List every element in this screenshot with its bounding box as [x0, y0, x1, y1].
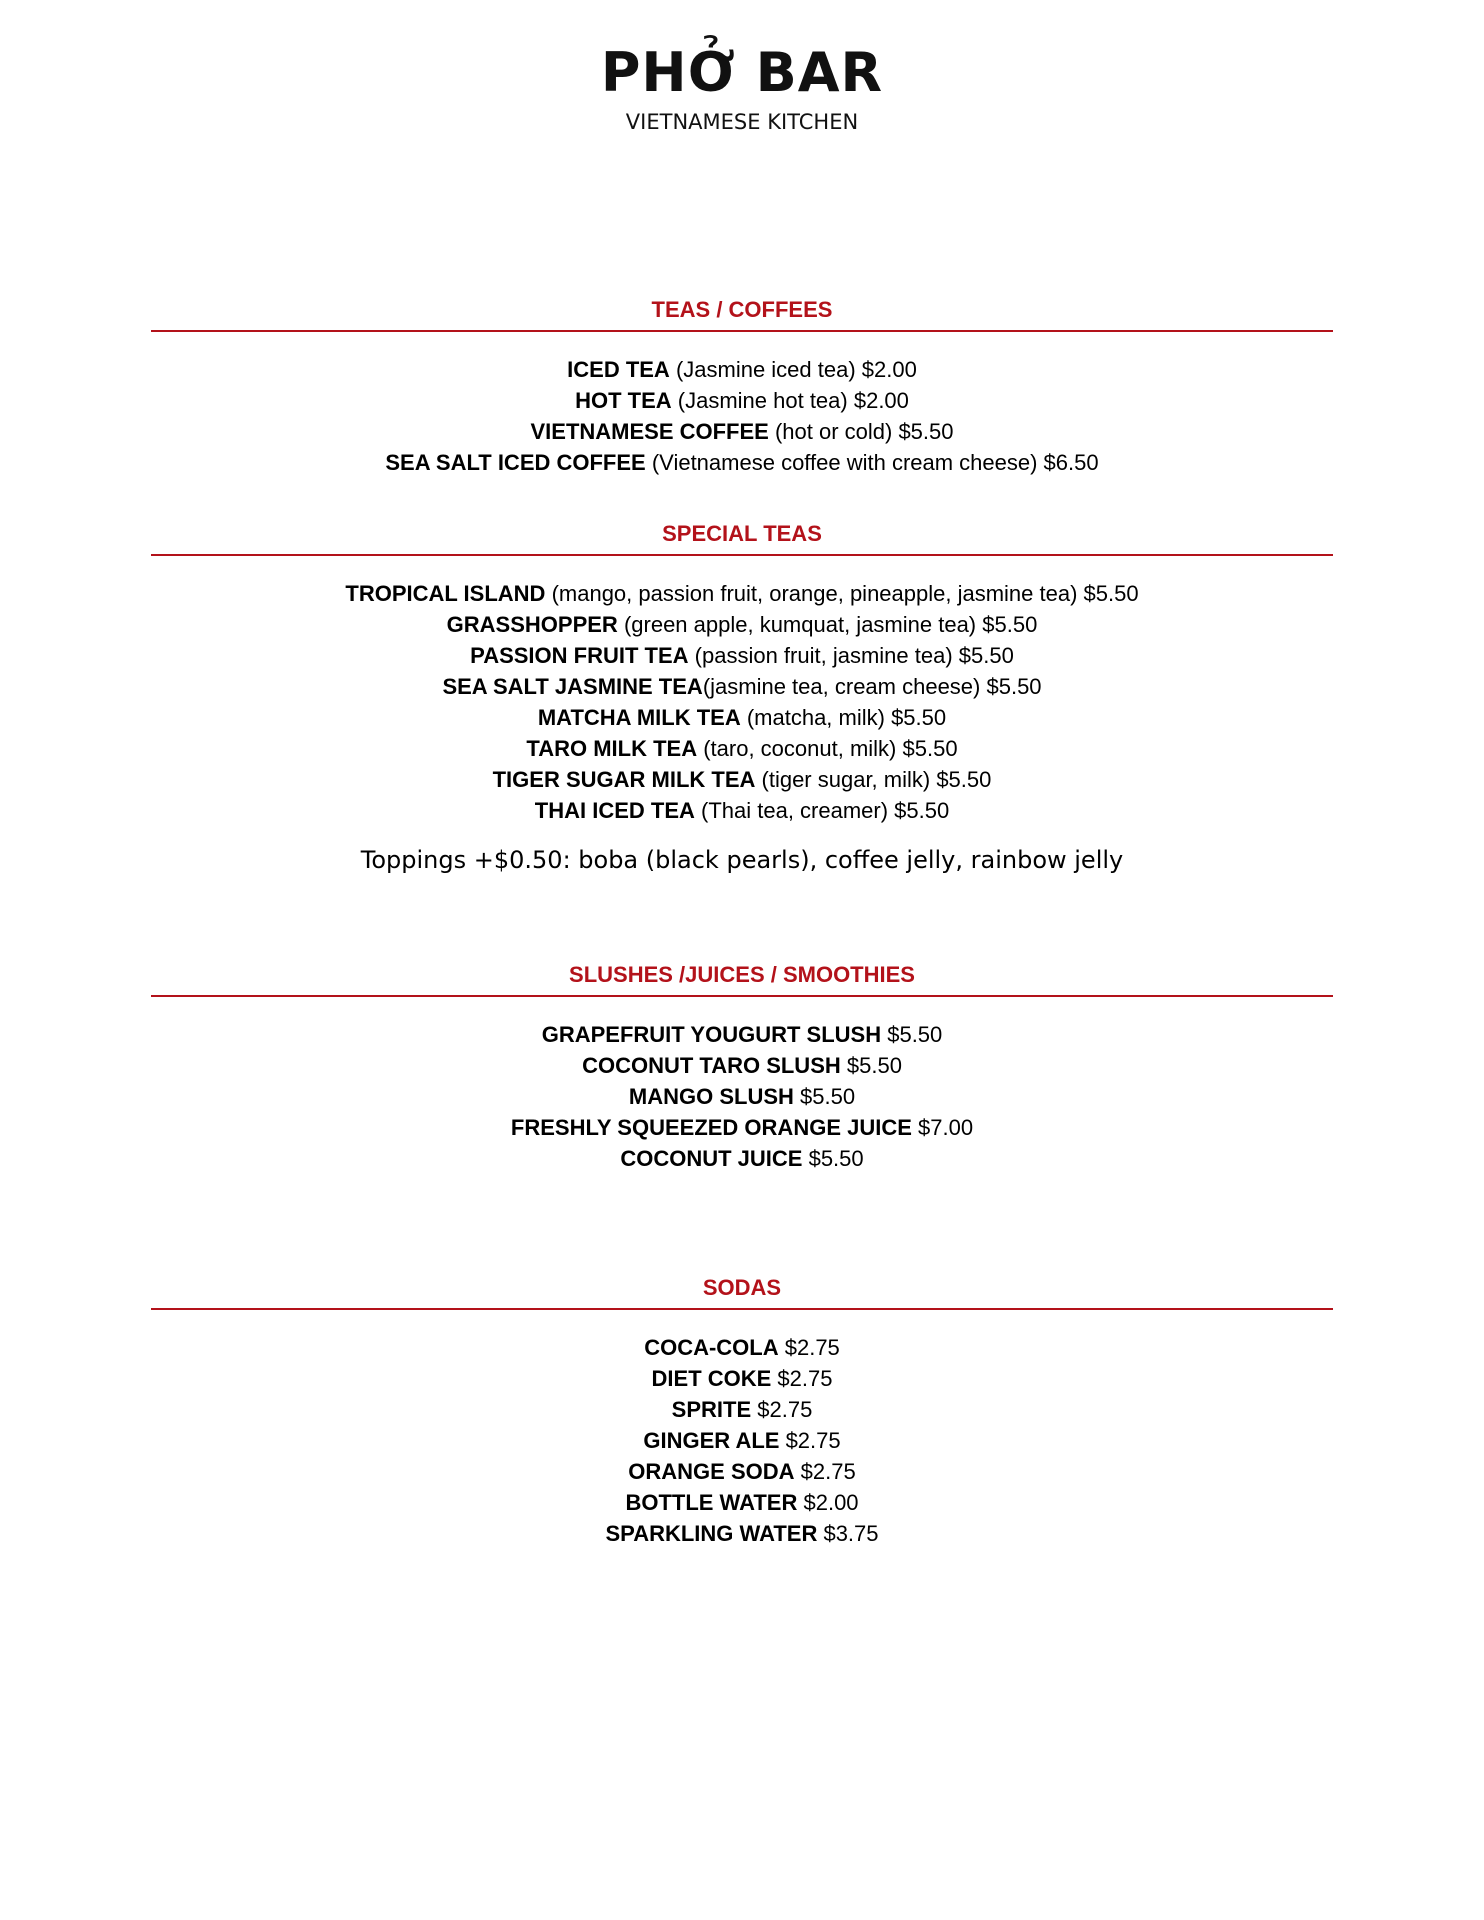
menu-item — [151, 609, 1333, 640]
item-name: GRASSHOPPER — [446, 612, 618, 637]
item-detail: (Jasmine iced tea) $2.00 — [669, 357, 917, 382]
menu-item — [151, 1112, 1333, 1143]
item-detail: $2.75 — [751, 1397, 813, 1422]
item-detail: (jasmine tea, cream cheese) $5.50 — [702, 674, 1042, 699]
item-detail: $5.50 — [840, 1053, 902, 1078]
item-name: COCONUT TARO SLUSH — [582, 1053, 841, 1078]
section-title: SLUSHES /JUICES / SMOOTHIES — [569, 962, 915, 987]
item-name: SPARKLING WATER — [605, 1521, 818, 1546]
item-name: SEA SALT ICED COFFEE — [385, 450, 646, 475]
item-name: VIETNAMESE COFFEE — [530, 419, 769, 444]
menu-item — [151, 354, 1333, 385]
menu-header — [0, 40, 1484, 136]
menu-item — [151, 1081, 1333, 1112]
item-list — [151, 354, 1333, 478]
section-divider — [151, 995, 1333, 997]
item-name: FRESHLY SQUEEZED ORANGE JUICE — [510, 1115, 912, 1140]
item-name: BOTTLE WATER — [625, 1490, 798, 1515]
item-detail: $2.75 — [794, 1459, 856, 1484]
menu-item — [151, 578, 1333, 609]
section-divider — [151, 554, 1333, 556]
item-detail: (passion fruit, jasmine tea) $5.50 — [688, 643, 1014, 668]
item-name: SEA SALT JASMINE TEA — [442, 674, 703, 699]
item-list — [151, 1019, 1333, 1174]
item-detail: $2.75 — [778, 1335, 840, 1360]
menu-item — [151, 702, 1333, 733]
item-detail: $5.50 — [802, 1146, 864, 1171]
item-name: SPRITE — [671, 1397, 752, 1422]
section-title: TEAS / COFFEES — [651, 297, 833, 322]
item-name: TIGER SUGAR MILK TEA — [492, 767, 756, 792]
section-divider — [151, 1308, 1333, 1310]
item-name: COCONUT JUICE — [620, 1146, 803, 1171]
menu-item — [151, 1363, 1333, 1394]
item-name: MANGO SLUSH — [628, 1084, 794, 1109]
menu-item — [151, 1487, 1333, 1518]
item-name: TARO MILK TEA — [526, 736, 698, 761]
menu-item — [151, 1019, 1333, 1050]
item-name: MATCHA MILK TEA — [537, 705, 741, 730]
restaurant-logo: PHỞ BAR — [600, 41, 884, 104]
section-divider — [151, 330, 1333, 332]
item-detail: $2.75 — [771, 1366, 833, 1391]
item-detail: (matcha, milk) $5.50 — [740, 705, 947, 730]
section-sodas — [151, 1274, 1333, 1549]
item-detail: (taro, coconut, milk) $5.50 — [697, 736, 958, 761]
menu-item — [151, 416, 1333, 447]
item-detail: (mango, passion fruit, orange, pineapple, jasmine tea) $5.50 — [545, 581, 1139, 606]
item-list — [151, 578, 1333, 826]
item-name: COCA-COLA — [644, 1335, 779, 1360]
item-name: PASSION FRUIT TEA — [470, 643, 689, 668]
item-detail: (Vietnamese coffee with cream cheese) $6.50 — [645, 450, 1099, 475]
item-detail: $7.00 — [911, 1115, 974, 1140]
menu-item — [151, 1143, 1333, 1174]
item-detail: (green apple, kumquat, jasmine tea) $5.50 — [617, 612, 1038, 637]
menu-item — [151, 640, 1333, 671]
section-title: SODAS — [702, 1275, 782, 1300]
item-name: ICED TEA — [567, 357, 670, 382]
item-name: GINGER ALE — [643, 1428, 780, 1453]
section-special-teas — [151, 520, 1333, 876]
item-name: TROPICAL ISLAND — [345, 581, 546, 606]
item-name: THAI ICED TEA — [534, 798, 695, 823]
item-list — [151, 1332, 1333, 1549]
menu-item — [151, 671, 1333, 702]
toppings-note: Toppings +$0.50: boba (black pearls), coffee jelly, rainbow jelly — [360, 846, 1124, 874]
item-name: DIET COKE — [651, 1366, 772, 1391]
menu-item — [151, 447, 1333, 478]
menu-item — [151, 1394, 1333, 1425]
item-detail: $3.75 — [817, 1521, 879, 1546]
section-slushes-juices-smoothies — [151, 961, 1333, 1174]
menu-item — [151, 1332, 1333, 1363]
item-detail: $5.50 — [881, 1022, 943, 1047]
menu-item — [151, 1425, 1333, 1456]
item-detail: $2.00 — [797, 1490, 859, 1515]
menu-item — [151, 385, 1333, 416]
menu-item — [151, 1456, 1333, 1487]
section-teas-coffees — [151, 296, 1333, 478]
section-title: SPECIAL TEAS — [662, 521, 822, 546]
menu-item — [151, 1050, 1333, 1081]
item-detail: (Thai tea, creamer) $5.50 — [694, 798, 950, 823]
menu-item — [151, 795, 1333, 826]
item-detail: (tiger sugar, milk) $5.50 — [755, 767, 992, 792]
item-name: HOT TEA — [575, 388, 672, 413]
item-detail: $5.50 — [793, 1084, 856, 1109]
item-name: ORANGE SODA — [628, 1459, 795, 1484]
item-detail: (hot or cold) $5.50 — [768, 419, 954, 444]
menu-item — [151, 1518, 1333, 1549]
item-name: GRAPEFRUIT YOUGURT SLUSH — [541, 1022, 882, 1047]
item-detail: (Jasmine hot tea) $2.00 — [671, 388, 909, 413]
restaurant-subtitle: VIETNAMESE KITCHEN — [625, 110, 859, 134]
menu-item — [151, 733, 1333, 764]
menu-item — [151, 764, 1333, 795]
item-detail: $2.75 — [779, 1428, 841, 1453]
